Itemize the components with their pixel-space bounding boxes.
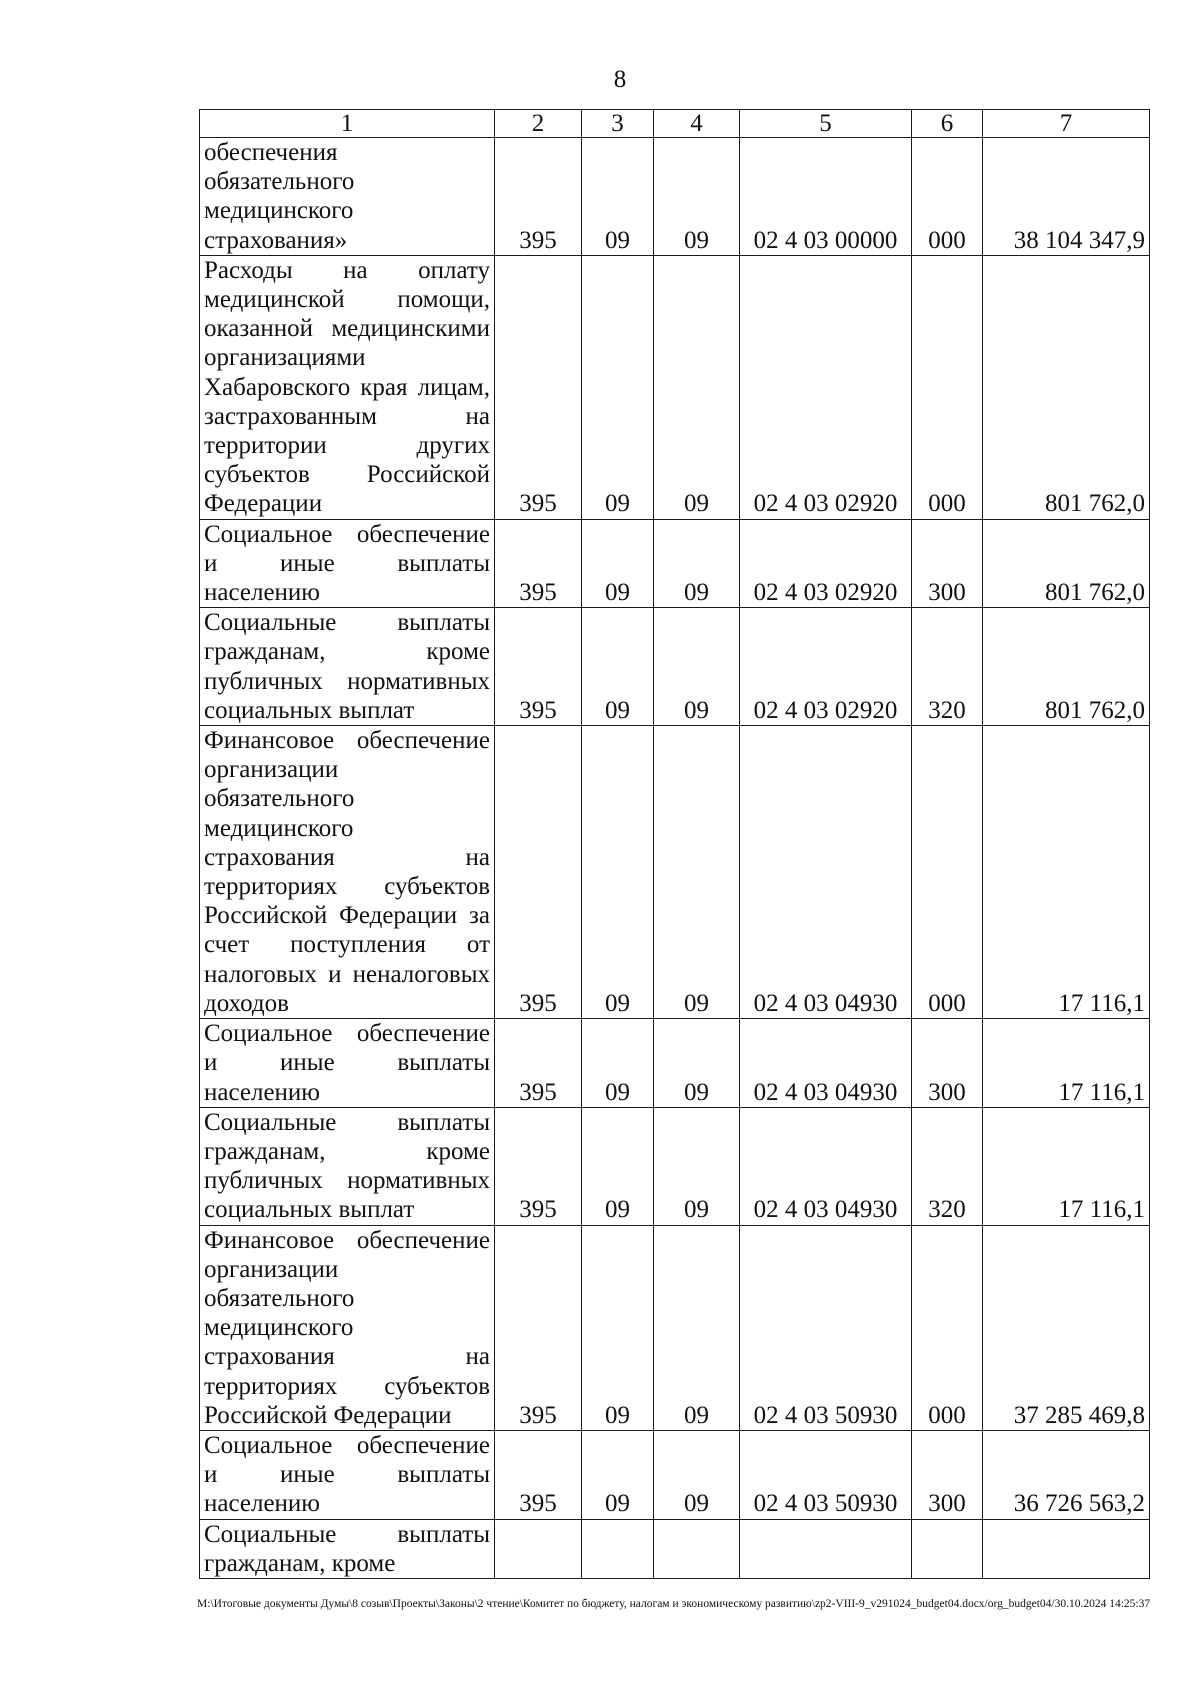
table-row — [200, 1019, 1150, 1108]
row-section: 09 — [582, 1225, 654, 1430]
row-name: Социальное обеспечение и иные выплаты населению — [200, 1430, 495, 1519]
row-grbs: 395 — [495, 1430, 582, 1519]
row-expense-type: 300 — [912, 1430, 983, 1519]
row-section: 09 — [582, 1019, 654, 1108]
row-name: Финансовое обеспечение организации обязательного медицинского страхования на территориях субъектов Российской Федерации за счет поступления от налоговых и неналоговых доходов — [200, 726, 495, 1019]
row-target-code: 02 4 03 04930 — [740, 726, 912, 1019]
row-amount: 801 762,0 — [983, 608, 1150, 726]
row-section: 09 — [582, 608, 654, 726]
header-col-6: 6 — [912, 110, 983, 138]
row-grbs: 395 — [495, 726, 582, 1019]
table-row — [200, 1519, 1150, 1578]
table-row — [200, 138, 1150, 256]
row-subsection: 09 — [654, 138, 740, 256]
row-grbs: 395 — [495, 1019, 582, 1108]
row-section: 09 — [582, 726, 654, 1019]
row-section: 09 — [582, 1430, 654, 1519]
row-amount: 801 762,0 — [983, 519, 1150, 608]
row-target-code: 02 4 03 02920 — [740, 519, 912, 608]
row-amount — [983, 1519, 1150, 1578]
row-section: 09 — [582, 519, 654, 608]
row-name: Социальные выплаты гражданам, кроме публичных нормативных социальных выплат — [200, 608, 495, 726]
row-name: Социальные выплаты гражданам, кроме публичных нормативных социальных выплат — [200, 1107, 495, 1225]
row-expense-type: 320 — [912, 1107, 983, 1225]
row-amount: 36 726 563,2 — [983, 1430, 1150, 1519]
row-name: Социальное обеспечение и иные выплаты населению — [200, 519, 495, 608]
row-grbs: 395 — [495, 138, 582, 256]
row-target-code: 02 4 03 00000 — [740, 138, 912, 256]
row-subsection: 09 — [654, 608, 740, 726]
header-col-4: 4 — [654, 110, 740, 138]
row-target-code: 02 4 03 04930 — [740, 1019, 912, 1108]
row-expense-type — [912, 1519, 983, 1578]
row-section — [582, 1519, 654, 1578]
row-expense-type: 000 — [912, 138, 983, 256]
table-row — [200, 1225, 1150, 1430]
header-col-5: 5 — [740, 110, 912, 138]
row-grbs: 395 — [495, 1107, 582, 1225]
row-subsection — [654, 1519, 740, 1578]
header-row — [200, 110, 1150, 138]
row-target-code: 02 4 03 50930 — [740, 1225, 912, 1430]
budget-table — [199, 109, 1150, 1579]
row-expense-type: 000 — [912, 726, 983, 1019]
document-footer-path: M:\Итоговые документы Думы\8 созыв\Проекты\Законы\2 чтение\Комитет по бюджету, налогам и экономическому развитию\zp2-VIII-9_v291024_budget04.docx/org_budget04/30.10.2024 14:25:37 — [197, 1598, 1151, 1610]
row-target-code: 02 4 03 04930 — [740, 1107, 912, 1225]
row-expense-type: 300 — [912, 519, 983, 608]
row-subsection: 09 — [654, 726, 740, 1019]
header-col-1: 1 — [200, 110, 495, 138]
table-row — [200, 1430, 1150, 1519]
row-expense-type: 300 — [912, 1019, 983, 1108]
row-target-code — [740, 1519, 912, 1578]
row-grbs: 395 — [495, 519, 582, 608]
row-section: 09 — [582, 255, 654, 519]
row-grbs: 395 — [495, 608, 582, 726]
table-row — [200, 726, 1150, 1019]
row-target-code: 02 4 03 02920 — [740, 608, 912, 726]
row-amount: 37 285 469,8 — [983, 1225, 1150, 1430]
row-name: Социальные выплаты гражданам, кроме — [200, 1519, 495, 1578]
row-amount: 801 762,0 — [983, 255, 1150, 519]
row-section: 09 — [582, 138, 654, 256]
row-grbs: 395 — [495, 1225, 582, 1430]
table-row — [200, 519, 1150, 608]
row-name: обеспечения обязательного медицинского страхования» — [200, 138, 495, 256]
header-col-3: 3 — [582, 110, 654, 138]
row-grbs: 395 — [495, 255, 582, 519]
row-subsection: 09 — [654, 1107, 740, 1225]
page-number: 8 — [613, 66, 627, 93]
row-subsection: 09 — [654, 1430, 740, 1519]
row-subsection: 09 — [654, 1019, 740, 1108]
header-col-2: 2 — [495, 110, 582, 138]
row-target-code: 02 4 03 50930 — [740, 1430, 912, 1519]
row-target-code: 02 4 03 02920 — [740, 255, 912, 519]
row-expense-type: 000 — [912, 255, 983, 519]
table-row — [200, 255, 1150, 519]
row-section: 09 — [582, 1107, 654, 1225]
row-name: Социальное обеспечение и иные выплаты населению — [200, 1019, 495, 1108]
row-grbs — [495, 1519, 582, 1578]
row-subsection: 09 — [654, 1225, 740, 1430]
row-name: Расходы на оплату медицинской помощи, оказанной медицинскими организациями Хабаровского края лицам, застрахованным на территории других субъектов Российской Федерации — [200, 255, 495, 519]
table-row — [200, 608, 1150, 726]
row-subsection: 09 — [654, 255, 740, 519]
row-expense-type: 000 — [912, 1225, 983, 1430]
header-col-7: 7 — [983, 110, 1150, 138]
row-amount: 38 104 347,9 — [983, 138, 1150, 256]
row-amount: 17 116,1 — [983, 1107, 1150, 1225]
row-subsection: 09 — [654, 519, 740, 608]
row-amount: 17 116,1 — [983, 726, 1150, 1019]
row-amount: 17 116,1 — [983, 1019, 1150, 1108]
row-expense-type: 320 — [912, 608, 983, 726]
row-name: Финансовое обеспечение организации обязательного медицинского страхования на территориях субъектов Российской Федерации — [200, 1225, 495, 1430]
table-row — [200, 1107, 1150, 1225]
